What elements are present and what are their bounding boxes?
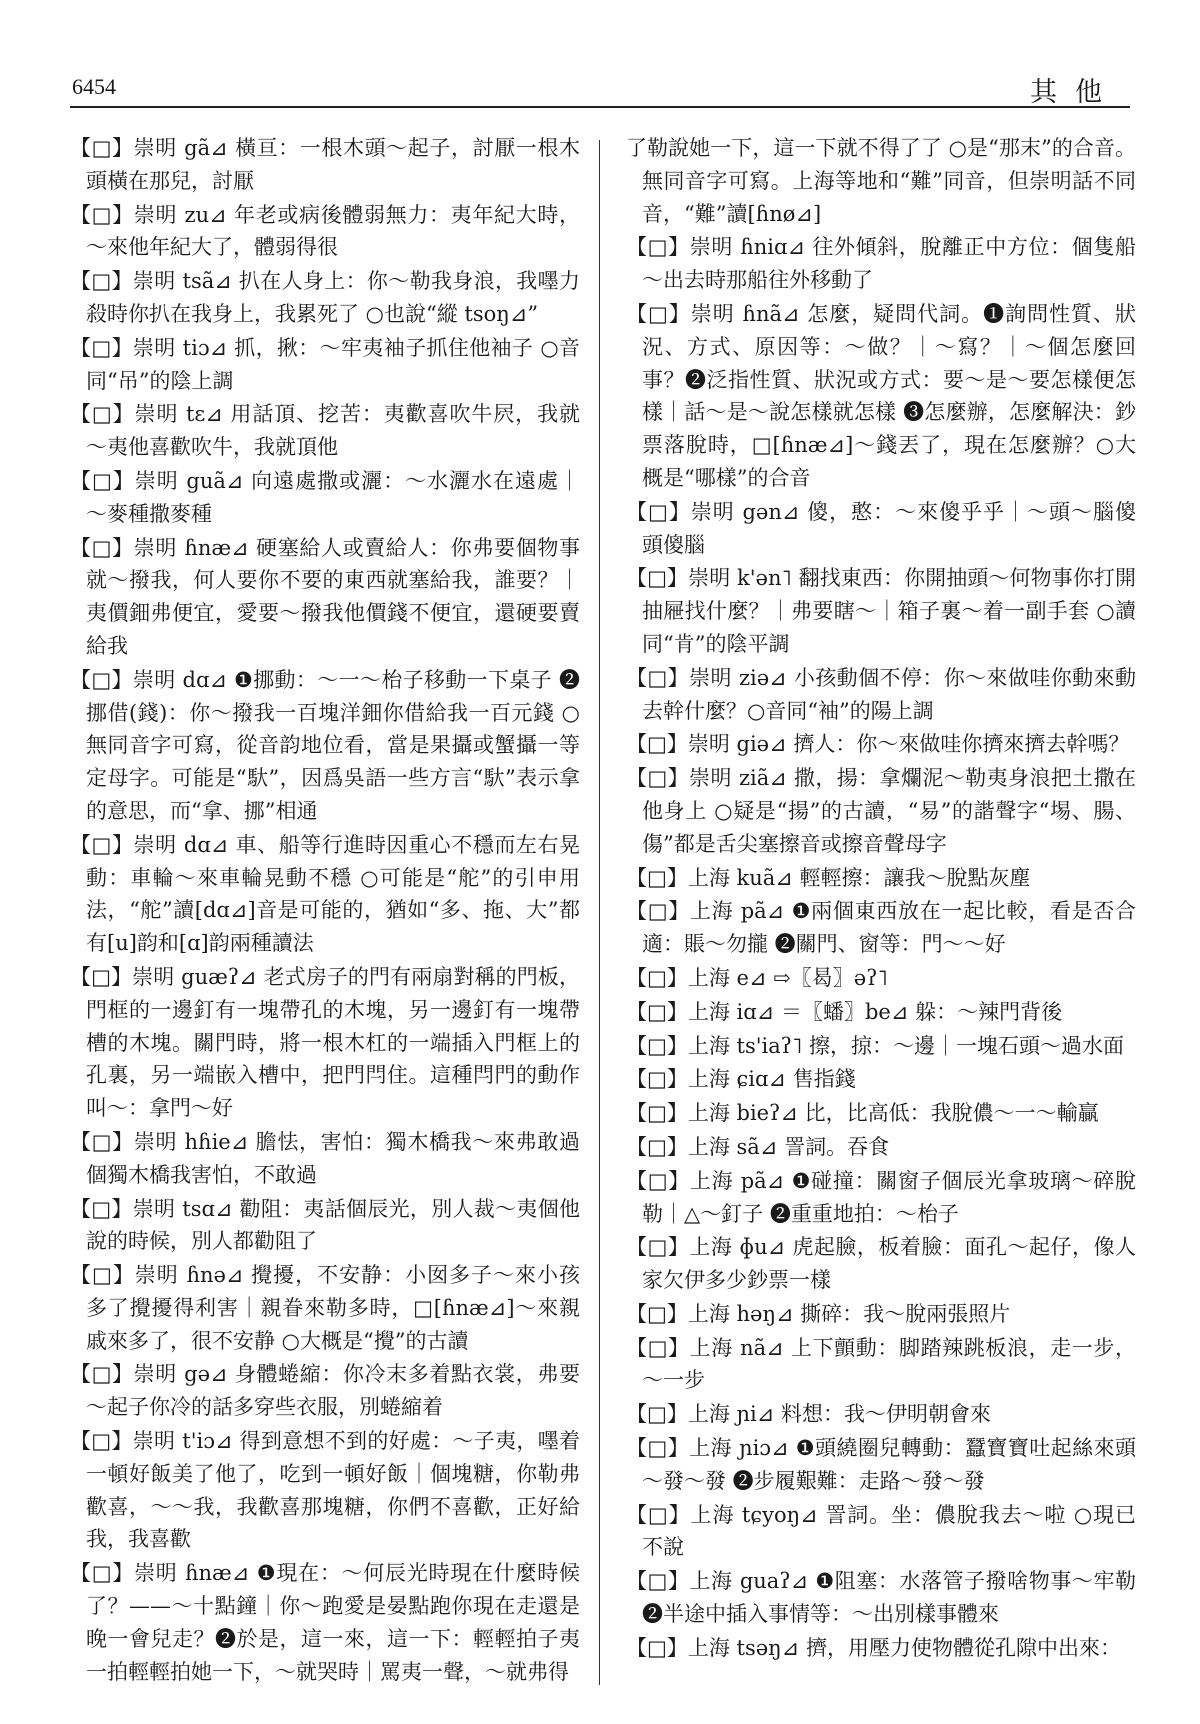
- dictionary-entry: 【□】崇明 ziə⊿ 小孩動個不停：你～來做哇你動來動去幹什麼？○音同“袖”的陽上調: [626, 665, 1136, 723]
- column-divider: [599, 140, 600, 1685]
- dictionary-entry: 【□】上海 həŋ⊿ 撕碎：我～脫兩張照片: [626, 1301, 1011, 1326]
- dictionary-entry: 【□】上海 ɲi⊿ 料想：我～伊明朝會來: [626, 1402, 992, 1427]
- dictionary-entry: 【□】崇明 hɦie⊿ 膽怯，害怕：獨木橋我～來弗敢過個獨木橋我害怕，不敢過: [70, 1129, 580, 1187]
- dictionary-entry: 【□】崇明 t'iɔ⊿ 得到意想不到的好處：～子夷，嚜着一頓好飯美了他了，吃到一頓好飯｜個塊糖，你勒弗歡喜，～～我，我歡喜那塊糖，你們不喜歡，正好給我，我喜歡: [70, 1429, 580, 1552]
- dictionary-entry: 【□】崇明 ɦnã⊿ 怎麼，疑問代詞。❶詢問性質、狀況、方式、原因等：～做？｜～寫？｜～個怎麼回事？❷泛指性質、狀況或方式：要～是～要怎樣便怎樣｜話～是～說怎樣就怎樣 ❸怎麼辦，怎麼解決：鈔票落脫時，□[ɦnæ⊿]～錢丟了，現在怎麼辦？○大概是“哪樣”的合音: [626, 301, 1136, 490]
- dictionary-entry: 【□】崇明 guã⊿ 向遠處撒或灑：～水灑水在遠處｜～麥種撒麥種: [70, 468, 580, 526]
- dictionary-entry: 了勒說她一下，這一下就不得了了 ○是“那末”的合音。無同音字可寫。上海等地和“難”同音，但崇明話不同音，“難”讀[ɦnø⊿]: [626, 136, 1136, 226]
- dictionary-entry: 【□】崇明 tsɑ⊿ 勸阻：夷話個辰光，別人裁～夷個他說的時候，別人都勸阻了: [70, 1196, 580, 1254]
- dictionary-entry: 【□】崇明 ɦnə⊿ 攪擾，不安静：小囡多子～來小孩多了攪擾得利害｜親眷來勒多時，□[ɦnæ⊿]～來親戚來多了，很不安静 ○大概是“攪”的古讀: [70, 1263, 580, 1353]
- dictionary-entry: 【□】崇明 gən⊿ 傻，憨：～來傻乎乎｜～頭～腦傻頭傻腦: [626, 499, 1136, 557]
- dictionary-entry: 【□】崇明 dɑ⊿ ❶挪動：～一～枱子移動一下桌子 ❷挪借(錢)：你～撥我一百塊洋鈿你借給我一百元錢 ○無同音字可寫，從音韵地位看，當是果攝或蟹攝一等定母字。可能是“馱”，因爲吳語一些方言“馱”表示拿的意思，而“拿、挪”相通: [70, 667, 580, 823]
- dictionary-entry: 【□】崇明 gə⊿ 身體蜷縮：你冷末多着點衣裳，弗要～起子你冷的話多穿些衣服，別蜷縮着: [70, 1362, 580, 1420]
- dictionary-entry: 【□】上海 guaʔ⊿ ❶阻塞：水落管子撥啥物事～牢勒 ❷半途中插入事情等：～出別樣事體來: [626, 1569, 1136, 1627]
- dictionary-entry: 【□】崇明 guæʔ⊿ 老式房子的門有兩扇對稱的門板，門框的一邊釘有一塊帶孔的木塊，另一邊釘有一塊帶槽的木塊。關門時，將一根木杠的一端插入門框上的孔裏，另一端嵌入槽中，把門閂住。這種閂門的動作叫～：拿門～好: [70, 964, 580, 1121]
- dictionary-entry: 【□】崇明 dɑ⊿ 車、船等行進時因重心不穩而左右晃動：車輪～來車輪晃動不穩 ○可能是“舵”的引申用法，“舵”讀[dɑ⊿]音是可能的，猶如“多、拖、大”都有[u]韵和[ɑ]韵兩種讀法: [70, 832, 580, 956]
- dictionary-entry: 【□】上海 e⊿ ⇨〖曷〗əʔ˥: [626, 965, 888, 990]
- dictionary-entry: 【□】崇明 tsã⊿ 扒在人身上：你～勒我身浪，我嚜力殺時你扒在我身上，我累死了 ○也說“縱 tsoŋ⊿”: [70, 269, 580, 326]
- page-number: 6454: [72, 74, 116, 99]
- dictionary-entry: 【□】上海 nã⊿ 上下顫動：脚踏辣跳板浪，走一步，～一步: [626, 1335, 1136, 1393]
- page-header: [70, 60, 1130, 108]
- dictionary-entry: 【□】崇明 ziã⊿ 撒，揚：拿爛泥～勒夷身浪把土撒在他身上 ○疑是“揚”的古讀，“易”的諧聲字“埸、腸、傷”都是舌尖塞擦音或擦音聲母字: [626, 766, 1136, 856]
- dictionary-entry: 【□】上海 tsəŋ⊿ 擠，用壓力使物體從孔隙中出來：: [626, 1635, 1121, 1660]
- dictionary-entry: 【□】崇明 k'ən˥ 翻找東西：你開抽頭～何物事你打開抽屜找什麼？｜弗要瞎～｜箱子裏～着一副手套 ○讀同“肯”的陰平調: [626, 566, 1136, 656]
- dictionary-entry: 【□】上海 ɕiɑ⊿ 售指錢: [626, 1067, 856, 1092]
- dictionary-entry: 【□】崇明 zu⊿ 年老或病後體弱無力：夷年紀大時，～來他年紀大了，體弱得很: [70, 202, 580, 260]
- left-column: [70, 132, 580, 1689]
- dictionary-entry: 【□】上海 tɕyoŋ⊿ 詈詞。坐：儂脫我去～啦 ○現已不說: [626, 1502, 1136, 1560]
- dictionary-entry: 【□】上海 kuã⊿ 輕輕擦：讓我～脫點灰塵: [626, 865, 1031, 890]
- dictionary-entry: 【□】崇明 ɦnæ⊿ ❶現在：～何辰光時現在什麼時候了？——～十點鐘｜你～跑愛是晏點跑你現在走還是晚一會兒走？❷於是，這一來，這一下：輕輕拍子夷一拍輕輕拍她一下，～就哭時｜罵夷一聲，～就弗得: [70, 1561, 580, 1684]
- right-column: [626, 132, 1136, 1666]
- dictionary-entry: 【□】上海 ɸu⊿ 虎起臉，板着臉：面孔～起仔，像人家欠伊多少鈔票一樣: [626, 1235, 1136, 1293]
- dictionary-entry: 【□】崇明 gã⊿ 橫亘：一根木頭～起子，討厭一根木頭橫在那兒，討厭: [70, 136, 580, 193]
- dictionary-entry: 【□】崇明 tiɔ⊿ 抓，揪：～牢夷袖子抓住他袖子 ○音同“吊”的陰上調: [70, 335, 580, 393]
- dictionary-entry: 【□】崇明 tɛ⊿ 用話頂、挖苦：夷歡喜吹牛屄，我就～夷他喜歡吹牛，我就頂他: [70, 402, 580, 460]
- dictionary-entry: 【□】崇明 giə⊿ 擠人：你～來做哇你擠來擠去幹嗎？: [626, 732, 1130, 757]
- dictionary-entry: 【□】上海 ts'iaʔ˥ 擦，掠：～邊｜一塊石頭～過水面: [626, 1033, 1125, 1058]
- section-title: 其他: [1030, 77, 1120, 108]
- dictionary-entry: 【□】上海 ɲiɔ⊿ ❶頭繞圈兒轉動：蠶寶寶吐起絲來頭～發～發 ❷步履艱難：走路～發～發: [626, 1436, 1136, 1493]
- dictionary-entry: 【□】上海 pã⊿ ❶碰撞：關窗子個辰光拿玻璃～碎脫勒｜△～釘子 ❷重重地拍：～枱子: [626, 1168, 1136, 1226]
- dictionary-entry: 【□】上海 iɑ⊿ ＝〖蟠〗be⊿ 躲：～辣門背後: [626, 999, 1063, 1024]
- dictionary-entry: 【□】崇明 ɦniɑ⊿ 往外傾斜，脫離正中方位：個隻船～出去時那船往外移動了: [626, 235, 1136, 293]
- dictionary-entry: 【□】崇明 ɦnæ⊿ 硬塞給人或賣給人：你弗要個物事就～撥我，何人要你不要的東西就塞給我，誰要？｜夷價鈿弗便宜，愛要～撥我他價錢不便宜，還硬要賣給我: [70, 535, 580, 658]
- dictionary-entry: 【□】上海 bieʔ⊿ 比，比高低：我脫儂～一～輸贏: [626, 1101, 1099, 1126]
- dictionary-entry: 【□】上海 pã⊿ ❶兩個東西放在一起比較，看是否合適：賬～勿攏 ❷關門、窗等：門～～好: [626, 899, 1136, 957]
- dictionary-entry: 【□】上海 sã⊿ 詈詞。吞食: [626, 1134, 890, 1159]
